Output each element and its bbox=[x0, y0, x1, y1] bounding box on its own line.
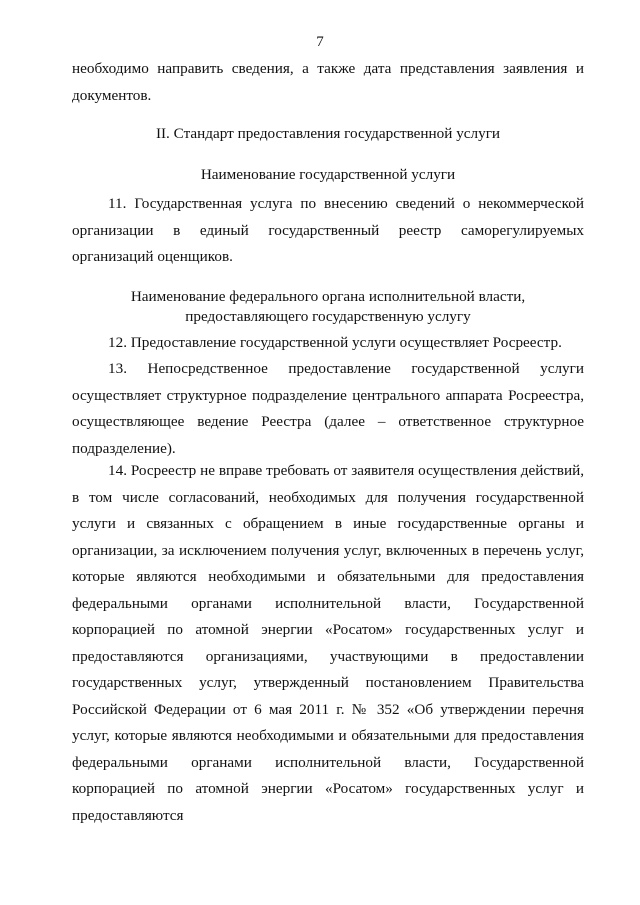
paragraph-14 bbox=[72, 458, 584, 829]
continuation-paragraph bbox=[72, 56, 584, 109]
section-title: II. Стандарт предоставления государственной услуги bbox=[155, 125, 501, 142]
paragraph-14-text: 14. Росреестр не вправе требовать от заявителя осуществления действий, в том числе согласований, необходимых для получения государственной услуги и связанных с обращением в иные государственные органы и организации, за исключением получения услуг, включенных в перечень услуг, которые являются необходимыми и обязательными для предоставления федеральными органами исполнительной власти, Государственной корпорацией по атомной энергии «Росатом» государственных услуг и предоставляются организациями, участвующими в предоставлении государственных услуг, утвержденный постановлением Правительства Российской Федерации от 6 мая 2011 г. № 352 «Об утверждении перечня услуг, которые являются необходимыми и обязательными для предоставления федеральными органами исполнительной власти, Государственной корпорацией по атомной энергии «Росатом» государственных услуг и предоставляются bbox=[72, 462, 584, 824]
page-number: 7 bbox=[316, 34, 324, 50]
subheading-authority-line1: Наименование федерального органа исполнительной власти, bbox=[130, 288, 526, 305]
paragraph-13-text: 13. Непосредственное предоставление государственной услуги осуществляет структурное подразделение центрального аппарата Росреестра, осуществляющее ведение Реестра (далее – ответственное структурное подразделение). bbox=[72, 360, 584, 457]
paragraph-12-text: 12. Предоставление государственной услуги осуществляет Росреестр. bbox=[108, 334, 562, 351]
paragraph-11-text: 11. Государственная услуга по внесению сведений о некоммерческой организации в единый государственный реестр саморегулируемых организаций оценщиков. bbox=[72, 195, 584, 265]
paragraph-11 bbox=[72, 191, 584, 271]
subheading-service-name: Наименование государственной услуги bbox=[200, 166, 456, 183]
continuation-text: необходимо направить сведения, а также дата представления заявления и документов. bbox=[72, 60, 584, 104]
subheading-authority bbox=[72, 287, 584, 327]
subheading-authority-line2: предоставляющего государственную услугу bbox=[185, 308, 471, 325]
paragraph-13 bbox=[72, 356, 584, 462]
paragraph-12 bbox=[72, 330, 584, 357]
